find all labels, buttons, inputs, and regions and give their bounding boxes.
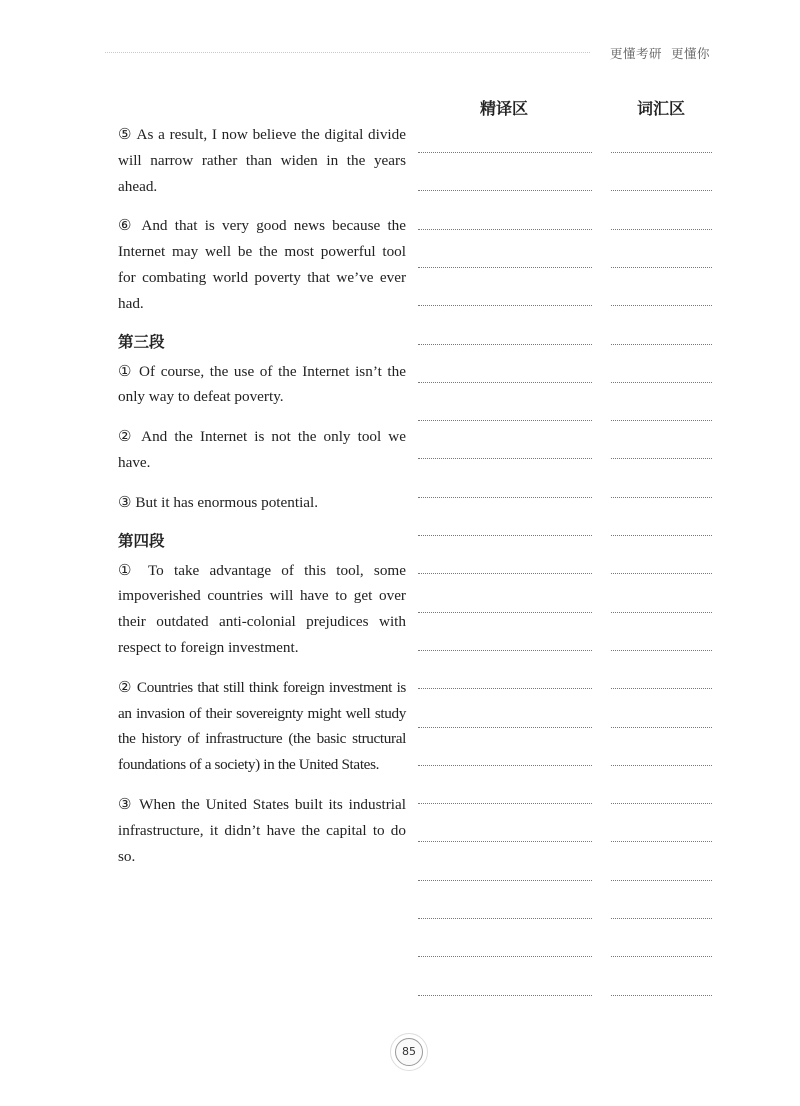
- translation-line: [418, 688, 592, 689]
- translation-line: [418, 803, 592, 804]
- translation-line: [418, 918, 592, 919]
- translation-line: [418, 497, 592, 498]
- header-rule: [105, 52, 590, 53]
- translation-line: [418, 727, 592, 728]
- vocabulary-line: [611, 267, 712, 268]
- vocabulary-line: [611, 956, 712, 957]
- vocabulary-line: [611, 688, 712, 689]
- translation-line: [418, 956, 592, 957]
- vocabulary-line: [611, 305, 712, 306]
- sentence-p3-3: ③ But it has enormous potential.: [118, 493, 319, 511]
- sentence-p2-5: ⑤ As a result, I now believe the digital divide will narrow rather than widen in the years ahead.: [118, 126, 406, 195]
- translation-column-heading: 精译区: [480, 99, 529, 118]
- translation-line: [418, 880, 592, 881]
- vocabulary-line: [611, 880, 712, 881]
- sentence-p4-1: ① To take advantage of this tool, some impoverished countries will have to get over their outdated anti-colonial prejudices with respect to foreign investment.: [118, 561, 406, 656]
- translation-line: [418, 650, 592, 651]
- vocabulary-line: [611, 382, 712, 383]
- reading-passage: [118, 122, 406, 883]
- sentence-p3-2: ② And the Internet is not the only tool we have.: [118, 428, 406, 471]
- translation-line: [418, 344, 592, 345]
- vocabulary-line: [611, 765, 712, 766]
- translation-line: [418, 573, 592, 574]
- translation-line: [418, 420, 592, 421]
- vocabulary-line: [611, 152, 712, 153]
- translation-line: [418, 190, 592, 191]
- translation-line: [418, 229, 592, 230]
- translation-line: [418, 841, 592, 842]
- translation-line: [418, 535, 592, 536]
- vocabulary-line: [611, 727, 712, 728]
- vocabulary-line: [611, 650, 712, 651]
- vocabulary-line: [611, 918, 712, 919]
- vocabulary-line: [611, 497, 712, 498]
- translation-line: [418, 267, 592, 268]
- vocabulary-column-heading: 词汇区: [637, 99, 686, 118]
- vocabulary-line: [611, 190, 712, 191]
- translation-line: [418, 458, 592, 459]
- section-title-paragraph-3: 第三段: [118, 332, 165, 351]
- vocabulary-line: [611, 344, 712, 345]
- translation-line: [418, 382, 592, 383]
- vocabulary-line: [611, 995, 712, 996]
- sentence-p3-1: ① Of course, the use of the Internet isn’t the only way to defeat poverty.: [118, 362, 406, 406]
- sentence-p2-6: ⑥ And that is very good news because the Internet may well be the most powerful tool for combating world poverty that we’ve ever had.: [118, 217, 406, 312]
- vocabulary-line: [611, 458, 712, 459]
- vocabulary-line: [611, 229, 712, 230]
- vocabulary-line: [611, 573, 712, 574]
- translation-line: [418, 995, 592, 996]
- vocabulary-line: [611, 803, 712, 804]
- translation-line: [418, 765, 592, 766]
- page-number: 85: [395, 1038, 423, 1066]
- translation-line: [418, 152, 592, 153]
- vocabulary-line: [611, 612, 712, 613]
- vocabulary-line: [611, 841, 712, 842]
- section-title-paragraph-4: 第四段: [118, 531, 165, 550]
- header-slogan: 更懂考研 更懂你: [610, 46, 710, 61]
- translation-line: [418, 305, 592, 306]
- vocabulary-line: [611, 420, 712, 421]
- vocabulary-line: [611, 535, 712, 536]
- sentence-p4-3: ③ When the United States built its industrial infrastructure, it didn’t have the capital to do so.: [118, 795, 406, 865]
- translation-line: [418, 612, 592, 613]
- sentence-p4-2: ② Countries that still think foreign investment is an invasion of their sovereignty might well study the history of infrastructure (the basic structural foundations of a society) in the United States.: [118, 678, 406, 774]
